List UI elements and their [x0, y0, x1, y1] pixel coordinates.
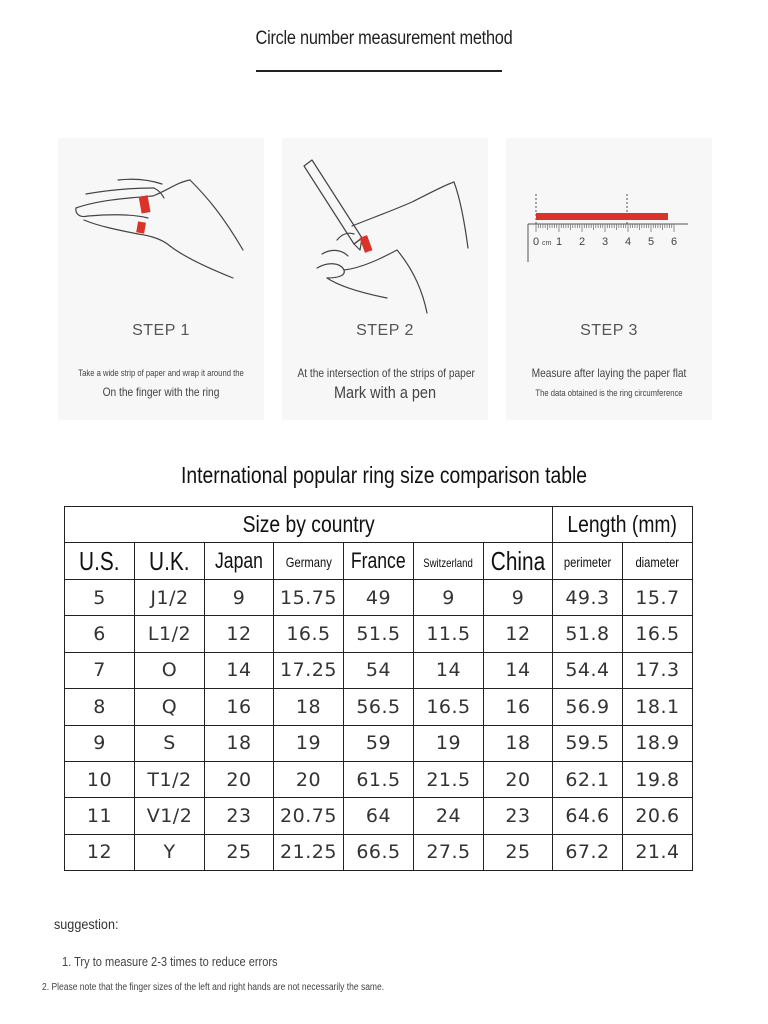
column-header: China	[484, 543, 553, 580]
table-cell: 20	[274, 761, 344, 797]
suggestion-note-1: 1. Try to measure 2-3 times to reduce errors	[62, 954, 278, 969]
table-row	[65, 652, 693, 688]
ruler-tick-label: 5	[648, 236, 655, 248]
paper-strip-mark	[139, 195, 151, 213]
table-cell: 19	[414, 725, 484, 761]
table-cell: 54.4	[553, 652, 623, 688]
ruler-tick-label: 4	[625, 236, 632, 248]
table-cell: 20	[484, 761, 553, 797]
column-header: perimeter	[553, 543, 623, 580]
suggestion-note-2: 2. Please note that the finger sizes of the left and right hands are not necessarily the same.	[42, 982, 385, 993]
ring-size-table	[64, 506, 693, 871]
title-divider	[256, 70, 502, 72]
ruler-tick-label: 0	[533, 236, 540, 248]
table-cell: 20.6	[623, 798, 693, 834]
table-cell: 18	[205, 725, 274, 761]
table-cell: T1/2	[135, 761, 205, 797]
table-cell: 21.5	[414, 761, 484, 797]
ruler-tick-label: 2	[579, 236, 586, 248]
step-1-line-2: On the finger with the ring	[102, 385, 220, 399]
table-cell: 49	[344, 580, 414, 616]
paper-strip-flat	[536, 213, 668, 220]
table-cell: 16	[484, 689, 553, 725]
table-cell: 11.5	[414, 616, 484, 652]
table-cell: 12	[205, 616, 274, 652]
ruler-illustration	[506, 138, 712, 328]
table-cell: 25	[205, 834, 274, 870]
table-title: International popular ring size comparison table	[181, 462, 587, 488]
column-header: Germany	[274, 543, 344, 580]
column-header: U.K.	[135, 543, 205, 580]
step-1-label: STEP 1	[132, 322, 190, 339]
table-cell: 5	[65, 580, 135, 616]
step-3-line-2: The data obtained is the ring circumference	[535, 388, 683, 398]
table-cell: 67.2	[553, 834, 623, 870]
table-row	[65, 834, 693, 870]
table-row	[65, 761, 693, 797]
column-header: Japan	[205, 543, 274, 580]
table-cell: J1/2	[135, 580, 205, 616]
table-cell: 9	[205, 580, 274, 616]
table-cell: 19.8	[623, 761, 693, 797]
step-3-card	[506, 138, 712, 420]
table-cell: 59	[344, 725, 414, 761]
table-row	[65, 725, 693, 761]
table-cell: 64.6	[553, 798, 623, 834]
step-2-label: STEP 2	[356, 322, 414, 339]
hand-pen-illustration	[282, 138, 488, 328]
step-3-line-1: Measure after laying the paper flat	[531, 366, 687, 380]
table-row	[65, 689, 693, 725]
table-cell: 21.25	[274, 834, 344, 870]
table-cell: 66.5	[344, 834, 414, 870]
table-cell: 8	[65, 689, 135, 725]
table-cell: 12	[484, 616, 553, 652]
hand-wrap-illustration	[58, 138, 264, 328]
table-cell: 62.1	[553, 761, 623, 797]
table-cell: Q	[135, 689, 205, 725]
group-header-country: Size by country	[65, 507, 553, 543]
table-cell: 20	[205, 761, 274, 797]
table-cell: 54	[344, 652, 414, 688]
step-1-line-1: Take a wide strip of paper and wrap it around the	[78, 368, 244, 378]
page-title: Circle number measurement method	[255, 28, 513, 49]
table-cell: 15.75	[274, 580, 344, 616]
step-2-line-2: Mark with a pen	[334, 383, 436, 402]
table-cell: 15.7	[623, 580, 693, 616]
table-cell: 59.5	[553, 725, 623, 761]
table-cell: 25	[484, 834, 553, 870]
table-cell: 6	[65, 616, 135, 652]
table-cell: 21.4	[623, 834, 693, 870]
table-cell: 12	[65, 834, 135, 870]
table-cell: 11	[65, 798, 135, 834]
table-cell: 61.5	[344, 761, 414, 797]
paper-strip-mark-back	[136, 221, 146, 233]
table-cell: 20.75	[274, 798, 344, 834]
table-cell: S	[135, 725, 205, 761]
column-header: diameter	[623, 543, 693, 580]
group-header-length: Length (mm)	[553, 507, 693, 543]
table-cell: 51.5	[344, 616, 414, 652]
table-cell: 17.3	[623, 652, 693, 688]
table-cell: 19	[274, 725, 344, 761]
table-cell: 16.5	[274, 616, 344, 652]
ruler-tick-label: 6	[671, 236, 678, 248]
table-cell: 14	[205, 652, 274, 688]
table-cell: 9	[484, 580, 553, 616]
table-row	[65, 798, 693, 834]
column-header: France	[344, 543, 414, 580]
table-cell: 64	[344, 798, 414, 834]
ruler-tick-label: 1	[556, 236, 563, 248]
table-cell: 9	[65, 725, 135, 761]
table-cell: 23	[484, 798, 553, 834]
ruler-unit-label: cm	[542, 240, 552, 247]
column-header: U.S.	[65, 543, 135, 580]
step-2-line-1: At the intersection of the strips of paper	[297, 366, 475, 380]
table-cell: 51.8	[553, 616, 623, 652]
ruler-tick-label: 3	[602, 236, 609, 248]
table-cell: 27.5	[414, 834, 484, 870]
table-cell: 17.25	[274, 652, 344, 688]
table-cell: O	[135, 652, 205, 688]
table-cell: 18.1	[623, 689, 693, 725]
table-cell: 56.9	[553, 689, 623, 725]
table-cell: 16	[205, 689, 274, 725]
table-cell: V1/2	[135, 798, 205, 834]
table-cell: Y	[135, 834, 205, 870]
table-row	[65, 616, 693, 652]
table-cell: L1/2	[135, 616, 205, 652]
step-1-card	[58, 138, 264, 420]
table-cell: 18	[484, 725, 553, 761]
table-cell: 18	[274, 689, 344, 725]
table-cell: 7	[65, 652, 135, 688]
table-cell: 56.5	[344, 689, 414, 725]
column-header: Switzerland	[414, 543, 484, 580]
table-cell: 24	[414, 798, 484, 834]
table-cell: 14	[484, 652, 553, 688]
table-cell: 9	[414, 580, 484, 616]
table-cell: 18.9	[623, 725, 693, 761]
table-cell: 23	[205, 798, 274, 834]
suggestion-title: suggestion:	[54, 916, 119, 932]
table-cell: 14	[414, 652, 484, 688]
table-cell: 16.5	[623, 616, 693, 652]
step-3-label: STEP 3	[580, 322, 638, 339]
table-cell: 10	[65, 761, 135, 797]
table-cell: 49.3	[553, 580, 623, 616]
table-cell: 16.5	[414, 689, 484, 725]
table-row	[65, 580, 693, 616]
step-2-card	[282, 138, 488, 420]
